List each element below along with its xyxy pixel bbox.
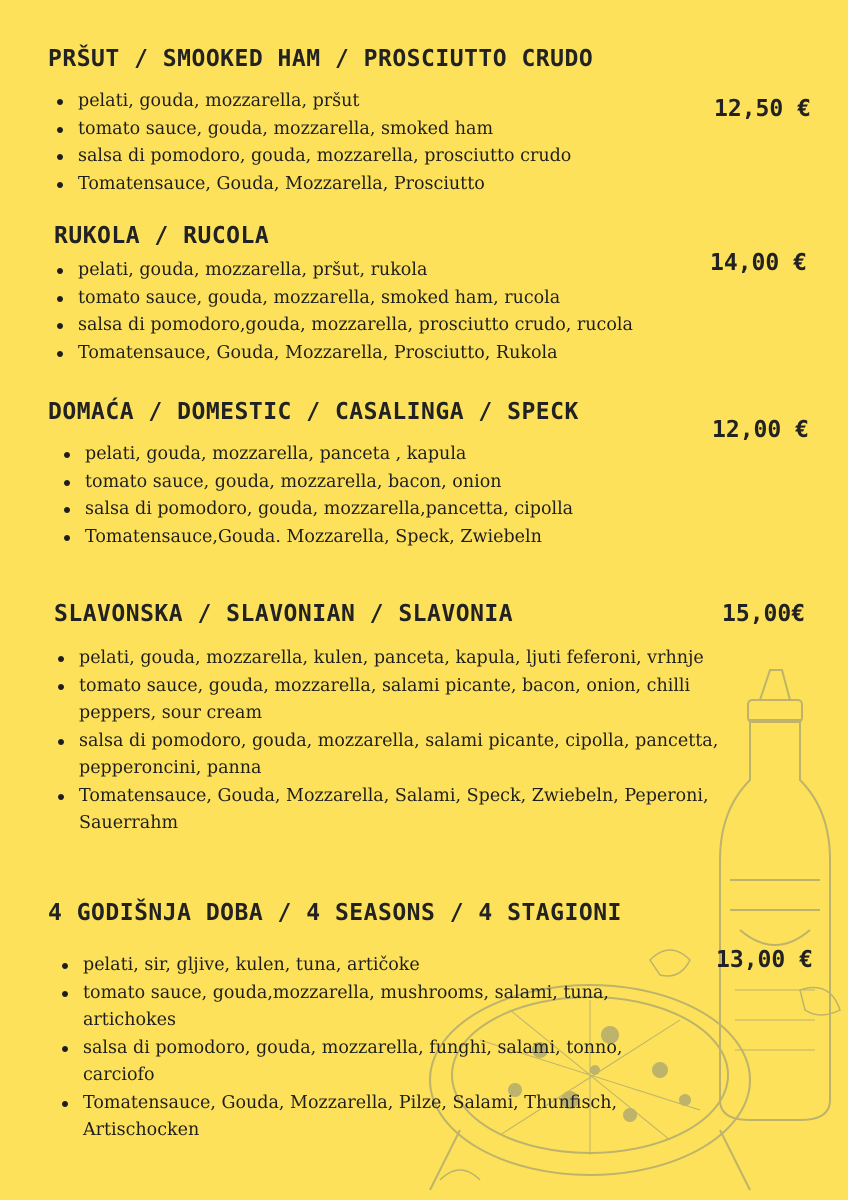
list-item: salsa di pomodoro, gouda, mozzarella, funghi, salami, tonno, carciofo xyxy=(57,1035,667,1090)
list-item: salsa di pomodoro, gouda, mozzarella,pancetta, cipolla xyxy=(59,496,739,524)
item-price: 15,00€ xyxy=(722,601,806,627)
list-item: Tomatensauce,Gouda. Mozzarella, Speck, Zwiebeln xyxy=(59,524,739,552)
list-item: Tomatensauce, Gouda, Mozzarella, Pilze, Salami, Thunfisch, Artischocken xyxy=(57,1090,667,1145)
ingredient-list xyxy=(57,952,667,1145)
ingredient-list xyxy=(52,88,672,198)
list-item: pelati, gouda, mozzarella, panceta , kapula xyxy=(59,441,739,469)
item-price: 14,00 € xyxy=(710,250,807,276)
ingredient-list xyxy=(53,645,765,838)
list-item: tomato sauce, gouda, mozzarella, smoked ham, rucola xyxy=(52,285,772,313)
item-price: 12,00 € xyxy=(712,417,809,443)
list-item: salsa di pomodoro, gouda, mozzarella, prosciutto crudo xyxy=(52,143,672,171)
list-item: Tomatensauce, Gouda, Mozzarella, Prosciutto, Rukola xyxy=(52,340,772,368)
list-item: salsa di pomodoro,gouda, mozzarella, prosciutto crudo, rucola xyxy=(52,312,772,340)
list-item: tomato sauce, gouda, mozzarella, smoked ham xyxy=(52,116,672,144)
list-item: tomato sauce, gouda, mozzarella, bacon, onion xyxy=(59,469,739,497)
item-title: DOMAĆA / DOMESTIC / CASALINGA / SPECK xyxy=(48,399,579,425)
list-item: pelati, sir, gljive, kulen, tuna, artičoke xyxy=(57,952,667,980)
list-item: Tomatensauce, Gouda, Mozzarella, Salami, Speck, Zwiebeln, Peperoni, Sauerrahm xyxy=(53,783,765,838)
item-title: PRŠUT / SMOOKED HAM / PROSCIUTTO CRUDO xyxy=(48,46,594,72)
list-item: Tomatensauce, Gouda, Mozzarella, Prosciutto xyxy=(52,171,672,199)
ingredient-list xyxy=(59,441,739,551)
item-title: RUKOLA / RUCOLA xyxy=(54,223,270,249)
list-item: pelati, gouda, mozzarella, pršut, rukola xyxy=(52,257,772,285)
list-item: pelati, gouda, mozzarella, kulen, panceta, kapula, ljuti feferoni, vrhnje xyxy=(53,645,765,673)
item-title: 4 GODIŠNJA DOBA / 4 SEASONS / 4 STAGIONI xyxy=(48,900,622,926)
list-item: tomato sauce, gouda,mozzarella, mushrooms, salami, tuna, artichokes xyxy=(57,980,667,1035)
list-item: tomato sauce, gouda, mozzarella, salami picante, bacon, onion, chilli peppers, sour cream xyxy=(53,673,765,728)
list-item: salsa di pomodoro, gouda, mozzarella, salami picante, cipolla, pancetta, pepperoncini, panna xyxy=(53,728,765,783)
item-title: SLAVONSKA / SLAVONIAN / SLAVONIA xyxy=(54,601,514,627)
ingredient-list xyxy=(52,257,772,367)
item-price: 13,00 € xyxy=(716,947,813,973)
list-item: pelati, gouda, mozzarella, pršut xyxy=(52,88,672,116)
item-price: 12,50 € xyxy=(714,96,811,122)
